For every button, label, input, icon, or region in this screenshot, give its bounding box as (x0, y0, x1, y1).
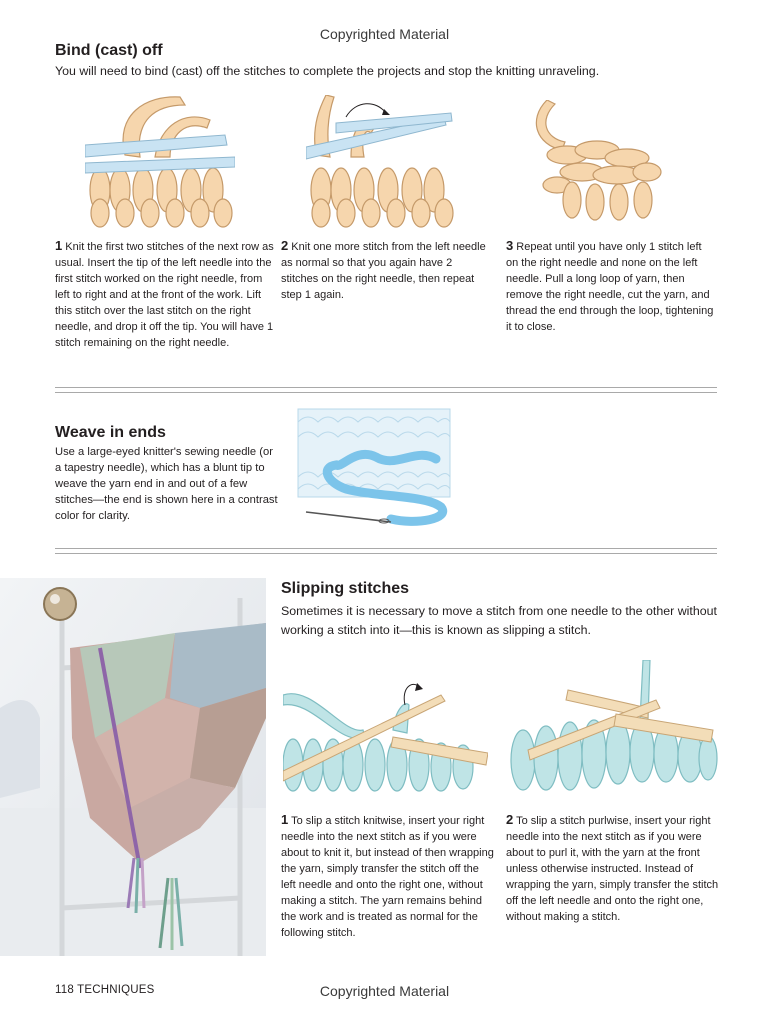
step-number: 1 (281, 812, 289, 827)
bind-off-illustration-1 (85, 95, 235, 230)
step-text: Knit the first two stitches of the next row as usual. Insert the tip of the left needle into the first stitch worked on the right needle, from left to right and at the front of the work. Lift this stitch over the last stitch on the right needle, and drop it off the tip. You will have 1 stitch remaining on the right needle. (55, 241, 274, 349)
step-text: Repeat until you have only 1 stitch left on the right needle and none on the left needle. Pull a long loop of yarn, then remove the right needle, cut the yarn, and thread the end through the loop, tightening it to close. (506, 241, 714, 333)
step-text: Knit one more stitch from the left needle as normal so that you again have 2 stitches on the right needle, then repeat step 1 again. (281, 241, 486, 301)
page-number: 118 (55, 984, 74, 996)
bind-off-title: Bind (cast) off (55, 42, 163, 59)
slipping-title: Slipping stitches (281, 580, 410, 597)
bind-off-illustration-2 (306, 95, 456, 230)
step-text: To slip a stitch purlwise, insert your right needle into the next stitch as if you were about to purl it, with the yarn at the front unless otherwise instructed. Instead of wrapping the yarn, simply transfer the stitch off the left needle and onto the right one, without making a stitch. (506, 815, 719, 923)
slipping-intro: Sometimes it is necessary to move a stitch from one needle to the other without working a stitch into it—this is known as slipping a stitch. (281, 604, 717, 637)
step-number: 1 (55, 238, 63, 253)
weave-in-title: Weave in ends (55, 424, 166, 441)
watermark-bottom: Copyrighted Material (319, 983, 450, 999)
blanket-photo (0, 578, 266, 956)
slip-purlwise-illustration (508, 660, 718, 800)
slipping-step-2 (506, 812, 721, 925)
watermark-top: Copyrighted Material (319, 26, 450, 42)
bind-off-step-3 (506, 238, 716, 335)
bind-off-step-2 (281, 238, 486, 303)
bind-off-step-1 (55, 238, 275, 351)
weave-in-illustration (296, 407, 456, 537)
weave-in-text: Use a large-eyed knitter's sewing needle (or a tapestry needle), which has a blunt tip to weave the yarn end in and out of a few stitches—the end is shown here in a contrast color for clarity. (55, 446, 278, 522)
bind-off-illustration-3 (527, 100, 667, 230)
section-name: TECHNIQUES (77, 984, 155, 996)
slipping-step-1 (281, 812, 496, 941)
slip-knitwise-illustration (283, 675, 488, 800)
step-number: 2 (506, 812, 514, 827)
bind-off-intro: You will need to bind (cast) off the stitches to complete the projects and stop the knitting unraveling. (55, 64, 600, 78)
section-divider (55, 387, 717, 393)
step-text: To slip a stitch knitwise, insert your right needle into the next stitch as if you were about to knit it, but instead of then wrapping the yarn, simply transfer the stitch off the left needle and onto the right one, without making a stitch. The yarn remains behind the work and is treated as normal for the following stitch. (281, 815, 494, 939)
step-number: 2 (281, 238, 289, 253)
section-divider (55, 548, 717, 554)
step-number: 3 (506, 238, 514, 253)
